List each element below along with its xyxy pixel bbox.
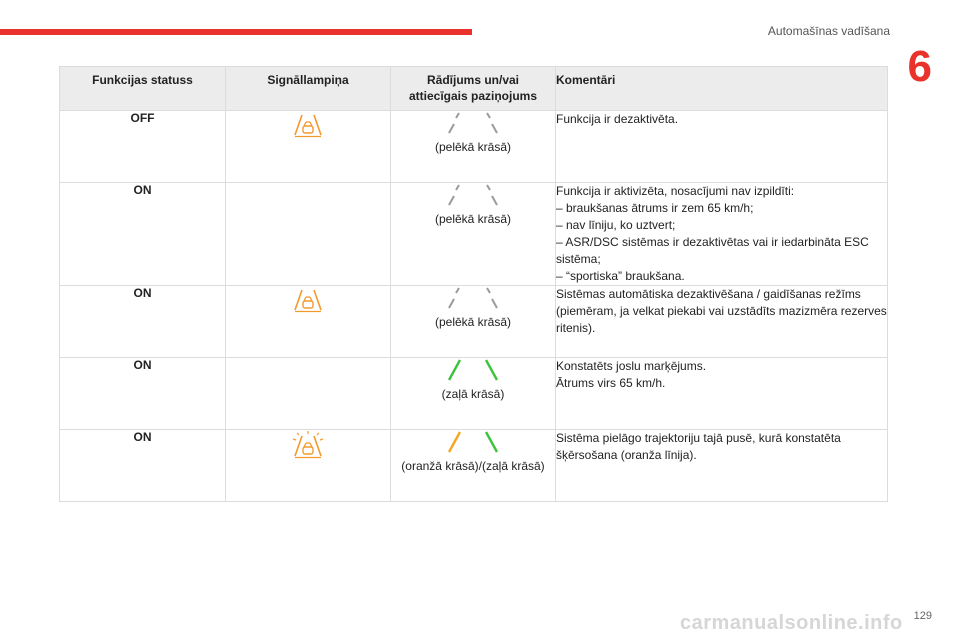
comment-line: Funkcija ir aktivizēta, nosacījumi nav izpildīti:	[556, 184, 795, 198]
header-lamp: Signāllampiņa	[226, 67, 391, 111]
display-cell	[391, 286, 556, 358]
lamp-cell	[226, 286, 391, 358]
lamp-cell	[226, 111, 391, 183]
display-cell	[391, 183, 556, 286]
display-cell	[391, 430, 556, 502]
comment-line: – ASR/DSC sistēmas ir dezaktivētas vai ir iedarbināta ESC sistēma;	[556, 235, 869, 266]
header-comment: Komentāri	[556, 67, 888, 111]
lane-lines-green-icon	[443, 358, 503, 382]
lane-lines-orange-green-icon	[443, 430, 503, 454]
display-text: (oranžā krāsā)/(zaļā krāsā)	[401, 459, 545, 473]
header-display	[391, 67, 556, 111]
page-number: 129	[913, 610, 932, 622]
lane-lines-grey-icon	[443, 286, 503, 310]
status-cell: ON	[60, 286, 226, 358]
lane-lines-grey-icon	[443, 183, 503, 207]
table-header-row	[60, 67, 888, 111]
section-title: Automašīnas vadīšana	[767, 24, 890, 38]
table-row	[60, 430, 888, 502]
comment-line: Konstatēts joslu marķējums.	[556, 359, 707, 373]
lane-assist-active-icon	[291, 430, 325, 460]
table-row	[60, 358, 888, 430]
display-text: (pelēkā krāsā)	[434, 315, 512, 329]
display-text: (zaļā krāsā)	[441, 387, 505, 401]
lane-assist-warning-icon	[292, 286, 324, 314]
comment-cell	[556, 358, 888, 430]
comment-line: – “sportiska” braukšana.	[556, 269, 685, 283]
lamp-cell	[226, 430, 391, 502]
watermark-text: carmanualsonline.info	[680, 612, 903, 634]
comment-cell	[556, 286, 888, 358]
table-row	[60, 111, 888, 183]
status-cell: ON	[60, 358, 226, 430]
header-display-line2: attiecīgais paziņojums	[408, 89, 538, 103]
display-cell	[391, 111, 556, 183]
display-cell	[391, 358, 556, 430]
lane-assist-warning-icon	[292, 111, 324, 139]
display-text: (pelēkā krāsā)	[434, 140, 512, 154]
status-cell: ON	[60, 430, 226, 502]
comment-line: Sistēmas automātiska dezaktivēšana / gaidīšanas režīms (piemēram, ja velkat piekabi vai uzstādīts mazizmēra rezerves ritenis).	[556, 287, 887, 335]
comment-cell	[556, 430, 888, 502]
comment-line: – braukšanas ātrums ir zem 65 km/h;	[556, 201, 754, 215]
comment-line: Ātrums virs 65 km/h.	[556, 376, 666, 390]
comment-line: Sistēma pielāgo trajektoriju tajā pusē, kurā konstatēta šķērsošana (oranža līnija).	[556, 431, 841, 462]
lamp-cell	[226, 358, 391, 430]
lamp-cell	[226, 183, 391, 286]
function-status-table	[59, 66, 888, 502]
status-cell: ON	[60, 183, 226, 286]
status-cell: OFF	[60, 111, 226, 183]
table-row	[60, 183, 888, 286]
comment-line: – nav līniju, ko uztvert;	[556, 218, 676, 232]
comment-cell	[556, 111, 888, 183]
comment-cell	[556, 183, 888, 286]
comment-line: Funkcija ir dezaktivēta.	[556, 112, 679, 126]
header-accent-bar	[0, 29, 472, 35]
lane-lines-grey-icon	[443, 111, 503, 135]
header-status: Funkcijas statuss	[60, 67, 226, 111]
chapter-number: 6	[907, 42, 932, 91]
table-row	[60, 286, 888, 358]
header-display-line1: Rādījums un/vai	[426, 73, 520, 87]
display-text: (pelēkā krāsā)	[434, 212, 512, 226]
